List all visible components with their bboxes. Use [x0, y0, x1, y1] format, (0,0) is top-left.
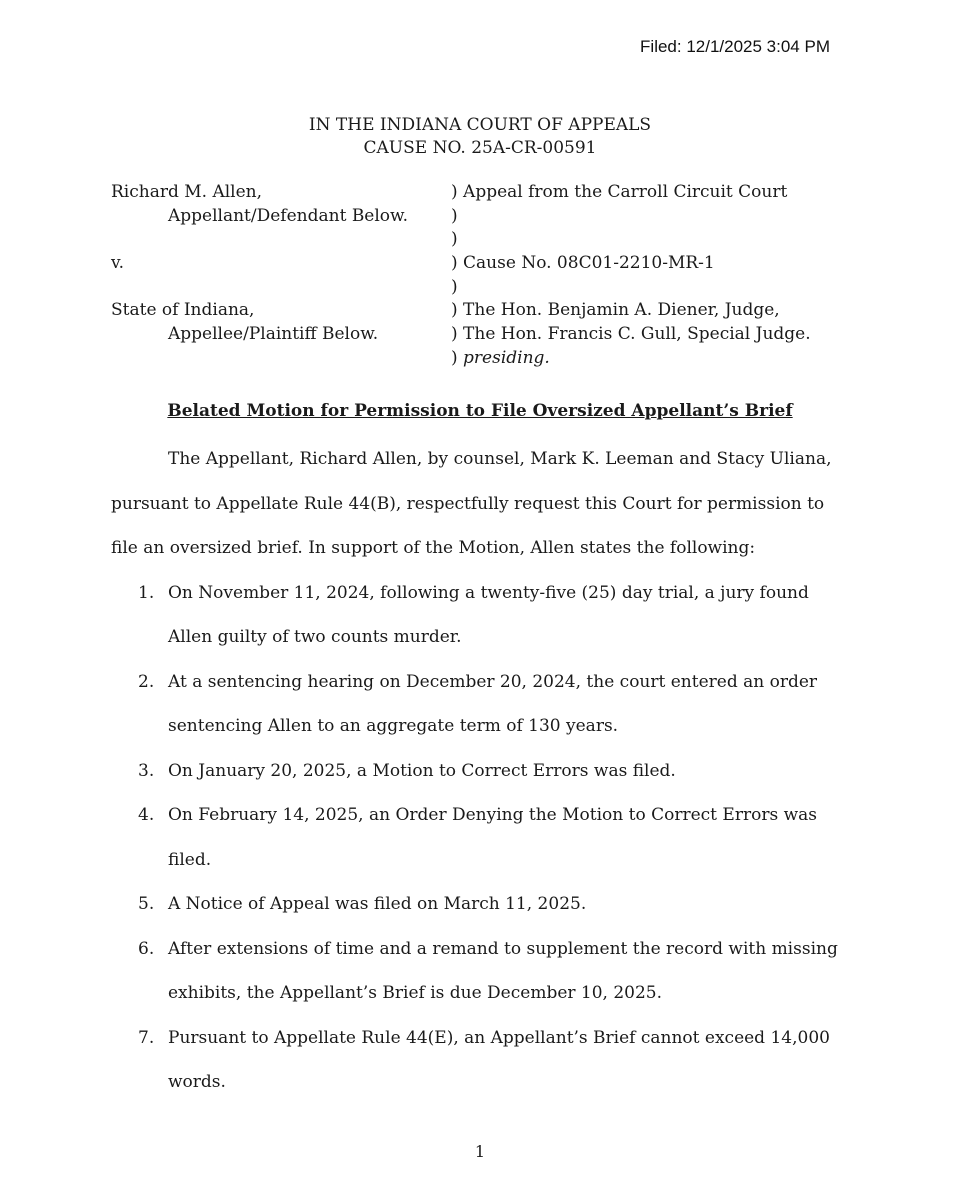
list-number: 7. — [138, 1027, 155, 1048]
list-item — [111, 571, 851, 660]
list-text: Pursuant to Appellate Rule 44(E), an Appellant’s Brief cannot exceed 14,000 words. — [168, 1027, 830, 1092]
caption-row — [111, 252, 851, 276]
court-name: IN THE INDIANA COURT OF APPEALS — [308, 115, 652, 135]
motion-body — [111, 437, 851, 1105]
list-text: A Notice of Appeal was filed on March 11, 2025. — [168, 894, 587, 914]
cause-number: CAUSE NO. 25A-CR-00591 — [363, 138, 597, 158]
list-text: On February 14, 2025, an Order Denying the Motion to Correct Errors was filed. — [168, 805, 817, 870]
caption-row — [111, 228, 851, 252]
list-number: 3. — [138, 760, 155, 781]
caption-row — [111, 205, 851, 229]
case-caption — [111, 181, 851, 371]
caption-party-role: Appellee/Plaintiff Below. — [168, 324, 379, 345]
caption-versus: v. — [111, 253, 124, 274]
caption-bracket: ) — [451, 347, 464, 368]
caption-party: Richard M. Allen, — [111, 182, 263, 202]
caption-bracket: ) — [451, 205, 458, 226]
list-number: 5. — [138, 894, 155, 914]
list-item — [111, 660, 851, 749]
list-item — [111, 749, 851, 794]
list-item — [111, 1016, 851, 1105]
intro-paragraph: The Appellant, Richard Allen, by counsel, Mark K. Leeman and Stacy Uliana, pursuant to Appellate Rule 44(B), respectfully request this Court for permission to file an oversized brief. In support of the Motion, Allen states the following: — [111, 449, 832, 558]
filed-stamp: Filed: 12/1/2025 3:04 PM — [640, 37, 830, 56]
caption-party: State of Indiana, — [111, 300, 255, 321]
list-number: 6. — [138, 938, 155, 959]
list-text: On January 20, 2025, a Motion to Correct Errors was filed. — [168, 760, 676, 781]
caption-judge: ) The Hon. Benjamin A. Diener, Judge, — [451, 300, 780, 321]
caption-special-judge: ) The Hon. Francis C. Gull, Special Judge. — [451, 324, 811, 345]
caption-lower-cause: ) Cause No. 08C01-2210-MR-1 — [451, 253, 715, 274]
caption-bracket: ) — [451, 276, 458, 297]
list-text: After extensions of time and a remand to supplement the record with missing exhibits, the Appellant’s Brief is due December 10, 2025. — [168, 938, 838, 1003]
caption-row — [111, 299, 851, 323]
list-number: 1. — [138, 582, 155, 603]
caption-court-info: ) Appeal from the Carroll Circuit Court — [451, 182, 788, 202]
list-item — [111, 927, 851, 1016]
caption-row — [111, 347, 851, 371]
caption-row — [111, 323, 851, 347]
caption-row — [111, 181, 851, 205]
page-number: 1 — [474, 1142, 486, 1161]
list-text: On November 11, 2024, following a twenty-five (25) day trial, a jury found Allen guilty of two counts murder. — [168, 582, 809, 647]
list-item — [111, 793, 851, 882]
list-text: At a sentencing hearing on December 20, 2024, the court entered an order sentencing Allen to an aggregate term of 130 years. — [168, 671, 818, 736]
caption-presiding — [451, 347, 550, 371]
list-number: 2. — [138, 671, 155, 692]
list-item — [111, 882, 851, 927]
caption-party-role: Appellant/Defendant Below. — [168, 205, 408, 226]
list-number: 4. — [138, 805, 155, 825]
motion-title: Belated Motion for Permission to File Oversized Appellant’s Brief — [167, 401, 793, 421]
caption-row — [111, 276, 851, 300]
caption-bracket: ) — [451, 229, 458, 250]
court-header — [0, 114, 960, 160]
numbered-list — [111, 571, 851, 1105]
presiding-text: presiding. — [463, 347, 550, 368]
